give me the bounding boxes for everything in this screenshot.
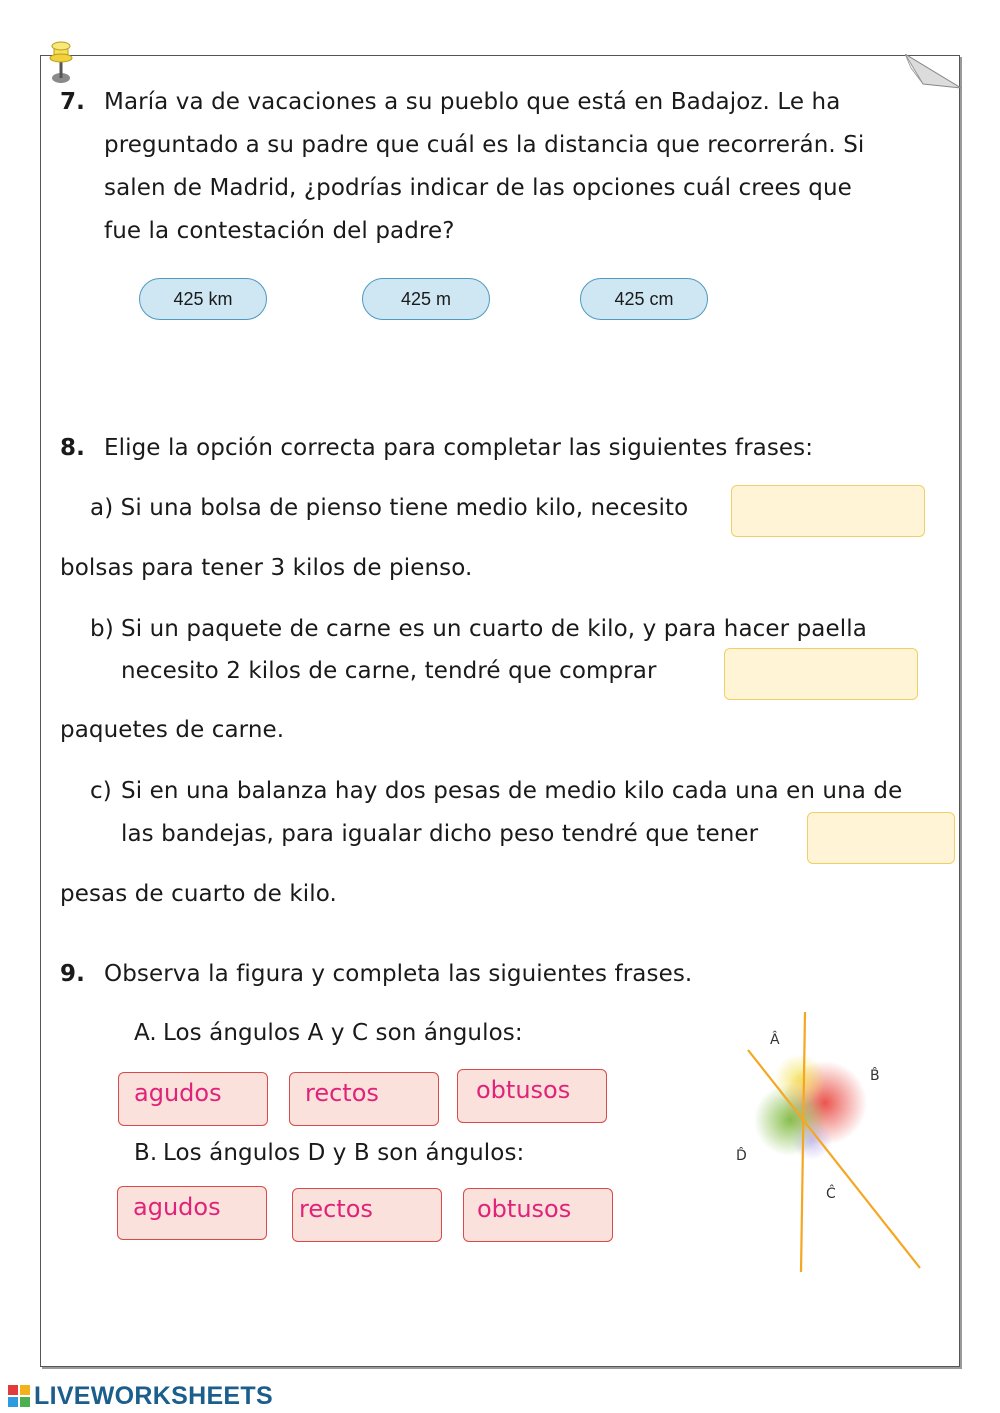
q9-prompt: Observa la figura y completa las siguientes frases. bbox=[104, 961, 693, 987]
q8a-line-1: a) Si una bolsa de pienso tiene medio kilo, necesito bbox=[90, 495, 689, 521]
q8b-answer-field[interactable] bbox=[724, 648, 918, 700]
q9a-text: Los ángulos A y C son ángulos: bbox=[163, 1020, 523, 1046]
q7-line-1: María va de vacaciones a su pueblo que está en Badajoz. Le ha bbox=[104, 89, 841, 115]
q9b-label: B. bbox=[134, 1140, 158, 1166]
q9a-option-rectos[interactable]: rectos bbox=[289, 1072, 439, 1126]
q8-prompt: Elige la opción correcta para completar las siguientes frases: bbox=[104, 435, 814, 461]
q8b-line-1: Si un paquete de carne es un cuarto de kilo, y para hacer paella bbox=[121, 616, 867, 642]
angle-a-shade bbox=[774, 1054, 826, 1106]
angle-c-shade bbox=[792, 1120, 832, 1160]
logo-icon bbox=[8, 1385, 30, 1407]
q8c-answer-field[interactable] bbox=[807, 812, 955, 864]
q9-number: 9. bbox=[60, 961, 85, 987]
q8-number: 8. bbox=[60, 435, 85, 461]
q8b-label: b) bbox=[90, 616, 114, 642]
q8c-line-3: pesas de cuarto de kilo. bbox=[60, 881, 337, 907]
angle-d-label: D̂ bbox=[736, 1148, 747, 1164]
option-425-cm[interactable]: 425 cm bbox=[580, 278, 708, 320]
liveworksheets-logo[interactable] bbox=[8, 1382, 273, 1410]
q9a-option-agudos[interactable]: agudos bbox=[118, 1072, 268, 1126]
q9b-option-rectos[interactable]: rectos bbox=[292, 1188, 442, 1242]
angle-c-label: Ĉ bbox=[826, 1186, 836, 1202]
angle-b-label: B̂ bbox=[870, 1068, 880, 1084]
angles-figure bbox=[730, 1010, 940, 1280]
q9b-option-obtusos[interactable]: obtusos bbox=[463, 1188, 613, 1242]
page-fold-corner bbox=[905, 54, 961, 94]
q8c-line-2: las bandejas, para igualar dicho peso tendré que tener bbox=[121, 821, 759, 847]
logo-text: LIVEWORKSHEETS bbox=[34, 1381, 273, 1410]
q8a-answer-field[interactable] bbox=[731, 485, 925, 537]
q8b-line-3: paquetes de carne. bbox=[60, 717, 285, 743]
q8c-label: c) bbox=[90, 778, 112, 804]
q7-number: 7. bbox=[60, 89, 85, 115]
q8b-line-2: necesito 2 kilos de carne, tendré que comprar bbox=[121, 658, 657, 684]
q8a-line-2: bolsas para tener 3 kilos de pienso. bbox=[60, 555, 473, 581]
pushpin-icon bbox=[44, 38, 78, 88]
q9b-option-agudos[interactable]: agudos bbox=[117, 1186, 267, 1240]
angle-a-label: Â bbox=[770, 1032, 780, 1048]
q9a-option-obtusos[interactable]: obtusos bbox=[457, 1069, 607, 1123]
option-425-m[interactable]: 425 m bbox=[362, 278, 490, 320]
q7-line-4: fue la contestación del padre? bbox=[104, 218, 455, 244]
q7-line-2: preguntado a su padre que cuál es la distancia que recorrerán. Si bbox=[104, 132, 865, 158]
option-425-km[interactable]: 425 km bbox=[139, 278, 267, 320]
q8c-line-1: Si en una balanza hay dos pesas de medio kilo cada una en una de bbox=[121, 778, 903, 804]
q9b-text: Los ángulos D y B son ángulos: bbox=[163, 1140, 525, 1166]
q7-line-3: salen de Madrid, ¿podrías indicar de las opciones cuál crees que bbox=[104, 175, 852, 201]
q9a-label: A. bbox=[134, 1020, 157, 1046]
